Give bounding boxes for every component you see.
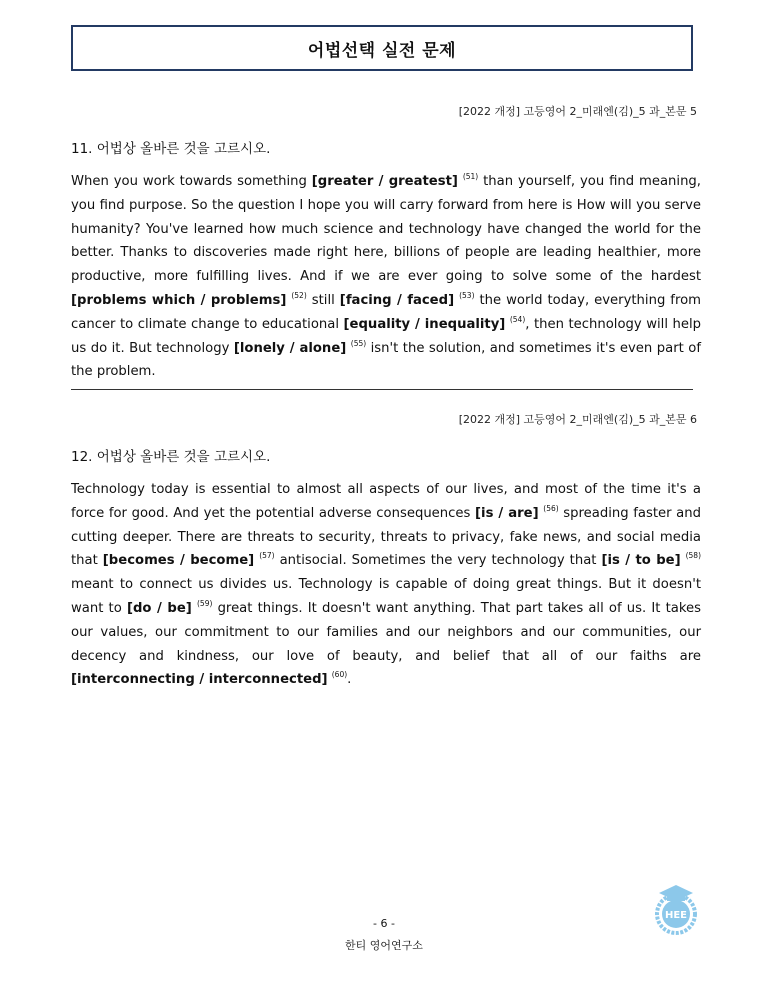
- passage-text: still: [306, 292, 340, 308]
- hee-logo-icon: [650, 882, 702, 936]
- blank-number: (59): [197, 598, 213, 608]
- blank-number: (55): [350, 338, 367, 348]
- question-title-q12: 12. 어법상 올바른 것을 고르시오.: [71, 449, 271, 465]
- blank-number: (54): [509, 314, 526, 324]
- divider: [71, 389, 693, 390]
- passage-text: , then technology will help us do it. But technology: [71, 316, 702, 356]
- answer-choice: [interconnecting / interconnected]: [71, 672, 328, 688]
- publisher-name: 한티 영어연구소: [345, 939, 423, 952]
- blank-number: (57): [259, 551, 275, 561]
- answer-choice: [facing / faced]: [339, 292, 455, 308]
- answer-choice: [becomes / become]: [102, 553, 255, 569]
- answer-choice: [lonely / alone]: [233, 340, 347, 356]
- blank-number: (52): [291, 290, 307, 300]
- answer-choice: [problems which / problems]: [71, 292, 287, 308]
- logo-text: HEE: [664, 910, 688, 921]
- blank-number: (58): [685, 551, 702, 561]
- source-label-q11: [2022 개정] 고등영어 2_미래엔(김)_5 과_본문 5: [458, 105, 697, 118]
- blank-number: (60): [331, 670, 348, 680]
- blank-number: (51): [462, 172, 479, 181]
- passage-text: Technology today is essential to almost all aspects of our lives, and most of the time it's a force for good. And yet the potential adverse consequences: [71, 482, 701, 521]
- answer-choice: [greater / greatest]: [311, 174, 458, 189]
- passage-text: isn't the solution, and sometimes it's even part of the problem.: [71, 340, 701, 380]
- passage-text: .: [347, 672, 352, 688]
- source-label-q12: [2022 개정] 고등영어 2_미래엔(김)_5 과_본문 6: [458, 413, 697, 426]
- passage-q11: [71, 170, 701, 384]
- page-title: 어법선택 실전 문제: [71, 25, 693, 71]
- passage-text: antisocial. Sometimes the very technology that: [274, 553, 602, 569]
- logo-cap-base: [667, 894, 685, 901]
- passage-text: When you work towards something: [71, 174, 312, 189]
- passage-text: spreading faster and cutting deeper. There are threats to security, threats to privacy, fake news, and social media that: [71, 505, 701, 569]
- passage-text: the world today, everything from cancer to climate change to educational: [71, 292, 701, 332]
- answer-choice: [do / be]: [126, 600, 192, 616]
- blank-number: (53): [459, 290, 475, 300]
- passage-text: great things. It doesn't want anything. That part takes all of us. It takes our values, our commitment to our families and our neighbors and our communities, our decency and kindness, our love of beauty, and belief that all of our faiths are: [71, 600, 701, 664]
- passage-text: meant to connect us divides us. Technology is capable of doing great things. But it doesn't want to: [71, 577, 701, 616]
- page-number: - 6 -: [373, 917, 395, 930]
- answer-choice: [is / to be]: [601, 553, 681, 569]
- passage-text: than yourself, you find meaning, you find purpose. So the question I hope you will carry forward from here is How will you serve humanity? You've learned how much science and technology have changed the world for the better. Thanks to discoveries made right here, billions of people are leading healthier, more productive, more fulfilling lives. And if we are ever going to solve some of the hardest: [71, 174, 701, 285]
- blank-number: (56): [543, 503, 559, 513]
- answer-choice: [equality / inequality]: [343, 316, 506, 332]
- passage-q12: [71, 478, 701, 692]
- question-title-q11: 11. 어법상 올바른 것을 고르시오.: [71, 141, 271, 157]
- answer-choice: [is / are]: [475, 505, 539, 521]
